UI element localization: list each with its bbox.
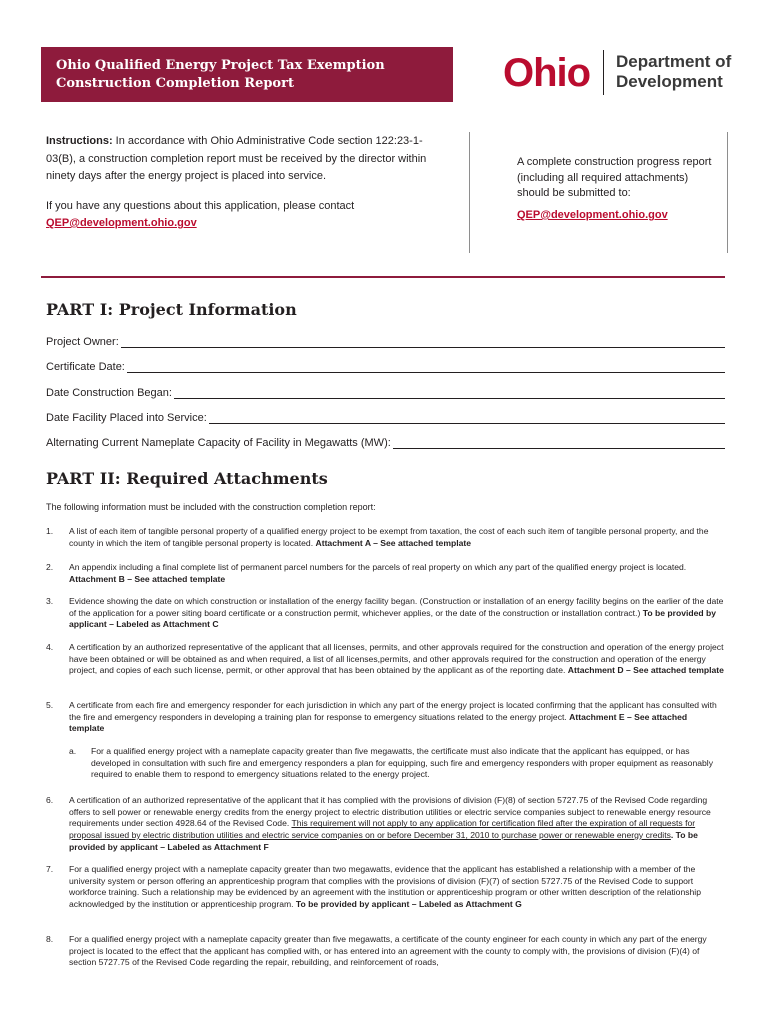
section-divider — [41, 276, 725, 278]
construction-began-line[interactable] — [174, 388, 725, 399]
item-number: 7. — [46, 864, 54, 874]
report-title-banner — [41, 47, 453, 102]
item-text: An appendix including a final complete list of permanent parcel numbers for the parcels of real property on which any part of the qualified energy project is located. — [69, 562, 687, 572]
side-note-right-border — [727, 132, 728, 253]
part1-heading: PART I: Project Information — [46, 300, 297, 319]
logo-divider — [603, 50, 604, 95]
instructions-block — [46, 133, 436, 243]
report-title-line1: Ohio Qualified Energy Project Tax Exemption — [56, 58, 385, 73]
item-text: Evidence showing the date on which construction or installation of the energy facility began. (Construction or installation of an energy facility begins on the earlier of the date of the application for a power siting board certificate or a construction permit, whichever applies, or the date of the construction or installation contract.) — [69, 596, 724, 618]
item-number: 4. — [46, 642, 54, 652]
item-text: A list of each item of tangible personal property of a qualified energy project to be exempt from taxation, the cost of each such item of tangible personal property, and the county in which the item of tangible personal property is located. — [69, 526, 709, 548]
item-attachment-label: Attachment B – See attached template — [69, 573, 226, 584]
contact-text: If you have any questions about this application, please contact — [46, 199, 355, 212]
nameplate-capacity-field[interactable] — [46, 435, 725, 449]
submission-email-link[interactable]: QEP@development.ohio.gov — [517, 209, 668, 221]
certificate-date-line[interactable] — [127, 362, 725, 373]
part2-heading: PART II: Required Attachments — [46, 469, 328, 488]
item-attachment-label: . To be provided by applicant – Labeled as Attachment F — [69, 830, 698, 852]
item-text: A certificate from each fire and emergency responder for each jurisdiction in which any part of the energy project is located confirming that the applicant has consulted with the fire and emergency responders in developing a training plan for response to emergency situations related to the energy project. — [69, 700, 717, 722]
item-number: 3. — [46, 596, 54, 606]
item-attachment-label: Attachment E – See attached template — [69, 711, 688, 734]
item-number: 5. — [46, 700, 54, 710]
item-number: 2. — [46, 562, 54, 572]
logo-dept-line2: Development — [616, 72, 723, 91]
item-text: For a qualified energy project with a nameplate capacity greater than five megawatts, a certificate of the county engineer for each county in which any part of the energy project is located to the effect that the applicant has complied with, or has entered into an agreement with the county to comply with, the provisions of division (F)(4) of section 5727.75 of the Revised Code regarding the repair, rebuilding, and reinforcement of roads, — [69, 934, 707, 968]
item-text: A certification by an authorized representative of the applicant that all licenses, permits, and other approvals required for the construction and operation of the energy project have been obtained or will be obtained as and when required, a list of all licenses,permits, and other approvals required for the construction and operation of the energy project, and copies of each such license, permit, or other approval that has been obtained by the applicant as of the reporting date. — [69, 642, 724, 676]
instructions-label: Instructions: — [46, 135, 113, 147]
item-number: 6. — [46, 795, 54, 805]
item-text: A certification of an authorized representative of the applicant that it has complied with the provisions of division (F)(8) of section 5727.75 of the Revised Code regarding offers to sell power or renewable energy credits from the energy project to electric distribution utilities or electric service companies subject to renewable energy resource requirements under section 4928.64 of the Revised Code. — [69, 795, 711, 829]
certificate-date-field[interactable] — [46, 359, 725, 373]
side-note-text: A complete construction progress report (including all required attachments) should be submitted to: — [517, 156, 712, 199]
ohio-logo-text: Ohio — [503, 51, 591, 95]
item-text: For a qualified energy project with a nameplate capacity greater than two megawatts, evidence that the applicant has established a relationship with a member of the university system or person offering an apprenticeship program that complies with the provisions of division (F)(7) of section 5727.75 of the Revised Code to support workforce training. Such a relationship may be evidenced by an agreement with the institution or apprenticeship program or other written description of the relationship acknowledged by the institution or apprenticeship program. — [69, 864, 701, 910]
project-owner-line[interactable] — [121, 337, 725, 348]
instructions-text: In accordance with Ohio Administrative Code section 122:23-1-03(B), a construction completion report must be received by the director within ninety days after the energy project is placed into service. — [46, 135, 427, 182]
placed-into-service-line[interactable] — [209, 413, 725, 424]
logo-department — [616, 52, 731, 92]
side-note-left-border — [469, 132, 470, 253]
item-attachment-label: Attachment D – See attached template — [567, 665, 724, 676]
construction-began-field[interactable] — [46, 385, 725, 399]
subitem-letter: a. — [69, 746, 77, 756]
item-attachment-label: To be provided by applicant – Labeled as Attachment G — [295, 899, 522, 910]
item-number: 8. — [46, 934, 54, 944]
construction-began-label: Date Construction Began: — [46, 387, 172, 399]
contact-email-link[interactable]: QEP@development.ohio.gov — [46, 217, 197, 229]
part2-intro: The following information must be included with the construction completion report: — [46, 502, 376, 512]
item-attachment-label: Attachment A – See attached template — [315, 537, 472, 548]
subitem-text: For a qualified energy project with a nameplate capacity greater than five megawatts, the certificate must also indicate that the applicant has equipped, or has developed in consultation with such fire and emergency responders a plan for equipping, such fire and emergency responders with proper equipment as reasonably required to enable them to respond to emergency situations related to the energy project. — [91, 746, 713, 780]
placed-into-service-field[interactable] — [46, 410, 725, 424]
project-owner-label: Project Owner: — [46, 336, 119, 348]
item-number: 1. — [46, 526, 54, 536]
nameplate-capacity-label: Alternating Current Nameplate Capacity of Facility in Megawatts (MW): — [46, 437, 391, 449]
item-attachment-label: To be provided by applicant – Labeled as Attachment C — [69, 607, 717, 630]
nameplate-capacity-line[interactable] — [393, 438, 725, 449]
logo-dept-line1: Department of — [616, 52, 732, 71]
project-owner-field[interactable] — [46, 334, 725, 348]
item-underlined-note: This requirement will not apply to any application for certification filed after the expiration of all requests for proposal issued by electric distribution utilities and electric service companies on or before December 31, 2010 to purchase power or renewable energy credits — [69, 818, 696, 841]
placed-into-service-label: Date Facility Placed into Service: — [46, 412, 207, 424]
report-title-line2: Construction Completion Report — [56, 76, 294, 91]
certificate-date-label: Certificate Date: — [46, 361, 125, 373]
